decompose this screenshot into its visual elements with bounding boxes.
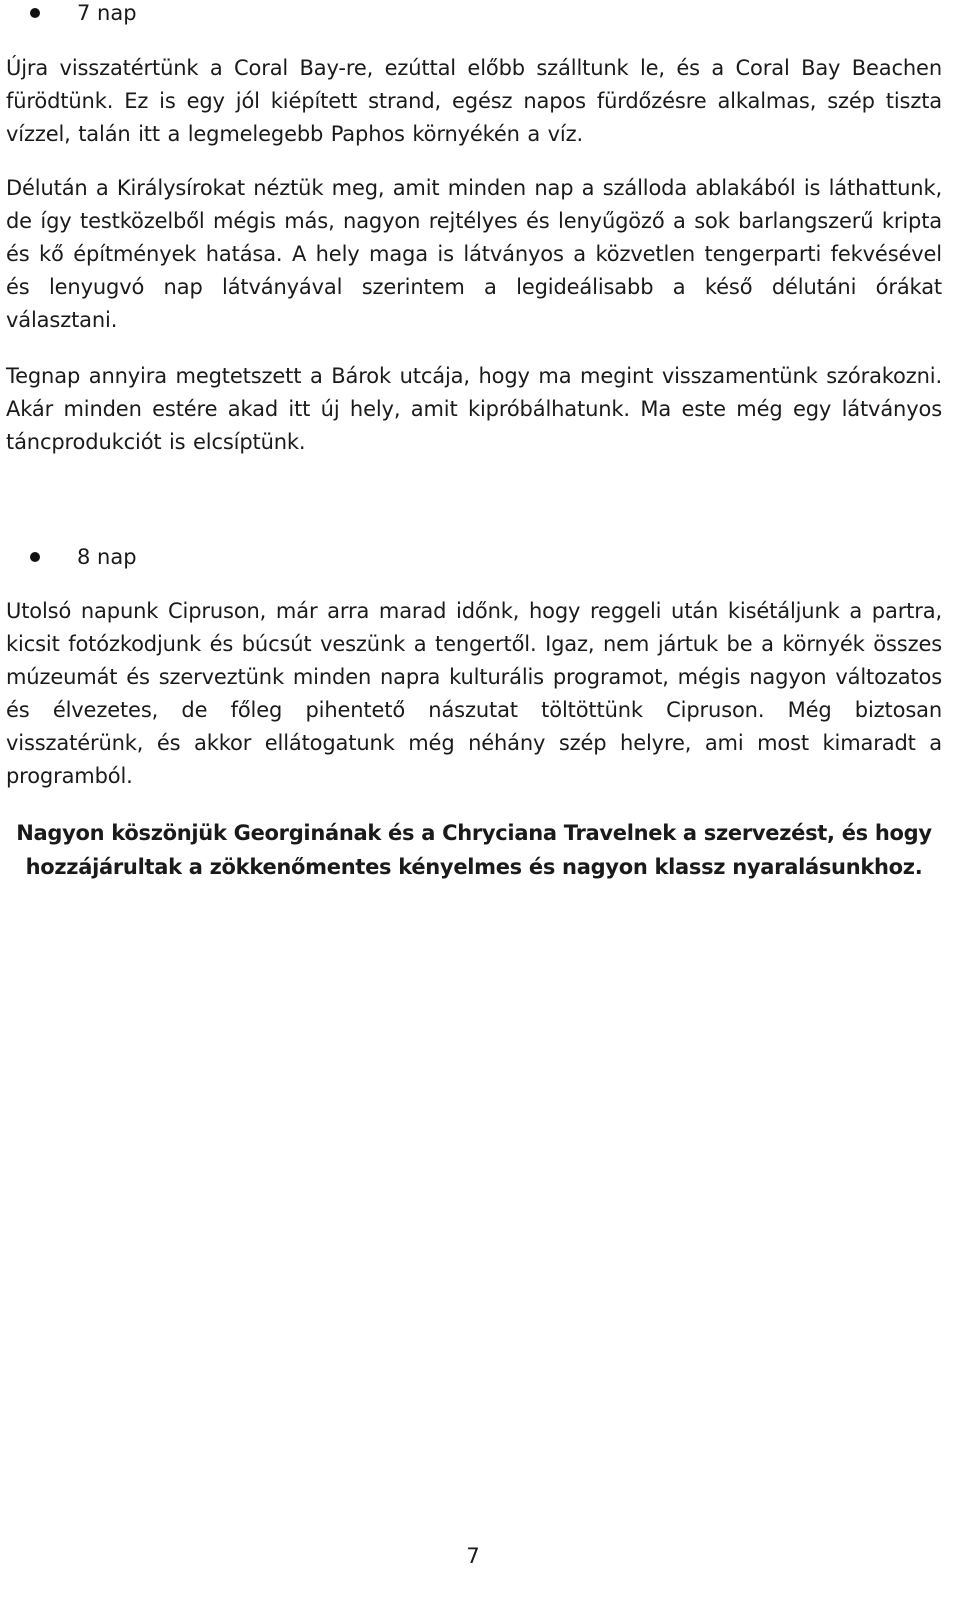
day-8-heading (30, 544, 137, 570)
bullet-icon (30, 8, 40, 18)
day-8-heading-text: 8 nap (77, 545, 137, 569)
bullet-icon (30, 552, 40, 562)
day-7-paragraph-bars: Tegnap annyira megtetszett a Bárok utcája, hogy ma megint visszamentünk szórakozni. Akár minden estére akad itt új hely, amit kipróbálhatunk. Ma este még egy látványos táncprodukciót is elcsíptünk. (6, 364, 942, 454)
thanks-note: Nagyon köszönjük Georginának és a Chryciana Travelnek a szervezést, és hogy hozzájárultak a zökkenőmentes kényelmes és nagyon klassz nyaralásunkhoz. (16, 821, 932, 879)
day-7-heading-text: 7 nap (77, 1, 137, 25)
day-7-paragraph-beach: Újra visszatértünk a Coral Bay-re, ezúttal előbb szálltunk le, és a Coral Bay Beachen fürödtünk. Ez is egy jól kiépített strand, egész napos fürdőzésre alkalmas, szép tiszta vízzel, talán itt a legmelegebb Paphos környékén a víz. (6, 56, 942, 146)
day-7-heading (30, 0, 137, 26)
day-7-paragraph-tombs: Délután a Királysírokat néztük meg, amit minden nap a szálloda ablakából is láthattunk, de így testközelből mégis más, nagyon rejtélyes és lenyűgöző a sok barlangszerű kripta és kő építmények hatása. A hely maga is látványos a közvetlen tengerparti fekvésével és lenyugvó nap látványával szerintem a legideálisabb a késő délutáni órákat választani. (6, 176, 942, 332)
day-8-paragraph-last-day: Utolsó napunk Cipruson, már arra marad időnk, hogy reggeli után kisétáljunk a partra, kicsit fotózkodjunk és búcsút veszünk a tengertől. Igaz, nem jártuk be a környék összes múzeumát és szerveztünk minden napra kulturális programot, mégis nagyon változatos és élvezetes, de főleg pihentető nászutat töltöttünk Cipruson. Még biztosan visszatérünk, és akkor ellátogatunk még néhány szép helyre, ami most kimaradt a programból. (6, 599, 942, 788)
page-number: 7 (466, 1544, 480, 1568)
